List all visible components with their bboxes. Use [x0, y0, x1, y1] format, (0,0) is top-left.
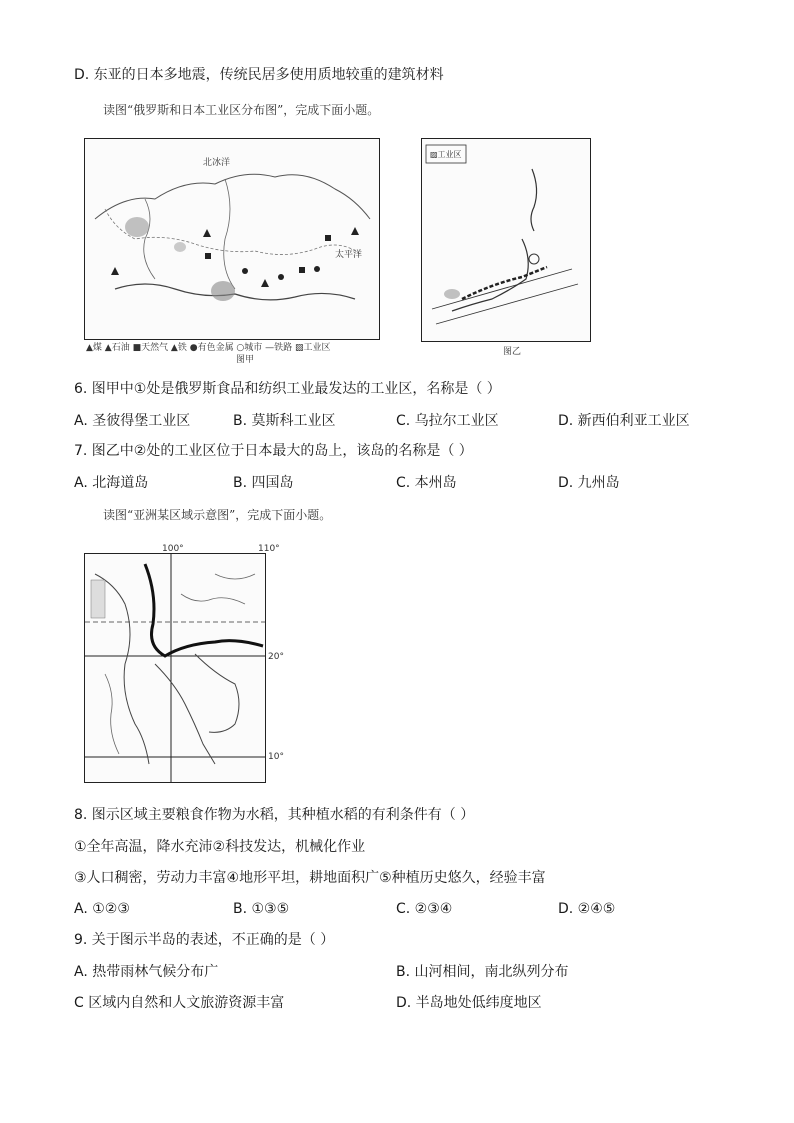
- q9-option-a[interactable]: A. 热带雨林气候分布广: [74, 964, 219, 980]
- asia-region-map-graphic: [85, 554, 265, 782]
- q8-option-b[interactable]: B. ①③⑤: [233, 901, 290, 917]
- question-8: 8. 图示区域主要粮食作物为水稻，其种植水稻的有利条件有（ ）: [74, 807, 475, 823]
- q9-option-b[interactable]: B. 山河相间，南北纵列分布: [396, 964, 569, 980]
- q6-option-a[interactable]: A. 圣彼得堡工业区: [74, 413, 191, 429]
- question-9: 9. 关于图示半岛的表述，不正确的是（ ）: [74, 932, 335, 948]
- q8-statement-line-1: ①全年高温，降水充沛②科技发达，机械化作业: [74, 839, 366, 855]
- q6-option-c[interactable]: C. 乌拉尔工业区: [396, 413, 499, 429]
- q7-option-c[interactable]: C. 本州岛: [396, 475, 457, 491]
- intro-asia-region: 读图“亚洲某区域示意图”，完成下面小题。: [103, 508, 332, 522]
- map-russia: [84, 138, 380, 340]
- q9-option-c[interactable]: C 区域内自然和人文旅游资源丰富: [74, 995, 285, 1011]
- map-yi-legend: ▨工业区: [430, 150, 462, 159]
- q7-option-a[interactable]: A. 北海道岛: [74, 475, 149, 491]
- q8-option-a[interactable]: A. ①②③: [74, 901, 130, 917]
- ocean-pacific-label: 太平洋: [335, 250, 363, 260]
- lon-100-label: 100°: [162, 544, 184, 554]
- map-jia-legend: ▲煤 ▲石油 ■天然气 ▲铁 ●有色金属 ○城市 —铁路 ▨工业区: [86, 343, 331, 353]
- japan-map-graphic: [422, 139, 590, 341]
- q6-option-d[interactable]: D. 新西伯利亚工业区: [558, 413, 690, 429]
- q8-option-d[interactable]: D. ②④⑤: [558, 901, 616, 917]
- map-jia-caption: 图甲: [236, 355, 255, 365]
- lon-110-label: 110°: [258, 544, 280, 554]
- map-asia-region: [84, 553, 266, 783]
- q8-option-c[interactable]: C. ②③④: [396, 901, 453, 917]
- question-6: 6. 图甲中①处是俄罗斯食品和纺织工业最发达的工业区，名称是（ ）: [74, 381, 501, 397]
- q7-option-b[interactable]: B. 四国岛: [233, 475, 294, 491]
- question-5-option-d: D. 东亚的日本多地震，传统民居多使用质地较重的建筑材料: [74, 67, 444, 83]
- russia-map-graphic: [85, 139, 379, 339]
- q7-option-d[interactable]: D. 九州岛: [558, 475, 620, 491]
- ocean-north-label: 北冰洋: [203, 158, 231, 168]
- map-yi-caption: 图乙: [503, 347, 522, 357]
- q6-option-b[interactable]: B. 莫斯科工业区: [233, 413, 336, 429]
- q8-statement-line-2: ③人口稠密，劳动力丰富④地形平坦，耕地面积广⑤种植历史悠久，经验丰富: [74, 870, 546, 886]
- map-japan: [421, 138, 591, 342]
- q9-option-d[interactable]: D. 半岛地处低纬度地区: [396, 995, 542, 1011]
- lat-10-label: 10°: [268, 752, 284, 762]
- lat-20-label: 20°: [268, 652, 284, 662]
- intro-russia-japan: 读图“俄罗斯和日本工业区分布图”，完成下面小题。: [103, 103, 380, 117]
- question-7: 7. 图乙中②处的工业区位于日本最大的岛上，该岛的名称是（ ）: [74, 443, 473, 459]
